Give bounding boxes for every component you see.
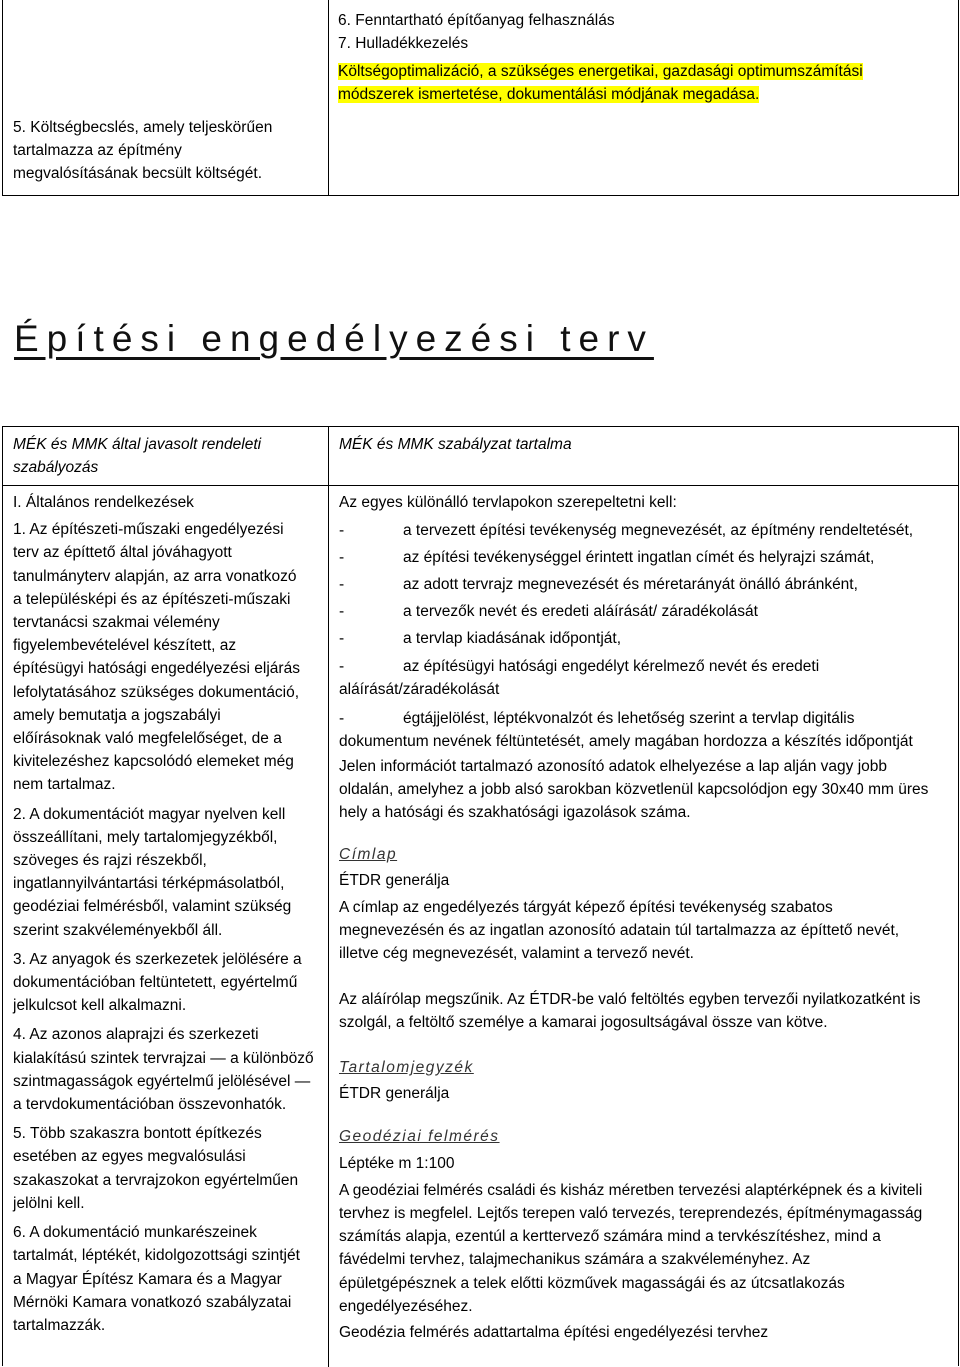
requirement-item: - a tervezők nevét és eredeti aláírását/ záradékolását xyxy=(339,603,758,621)
p1-line: nem tartalmaz. xyxy=(13,776,116,794)
requirement-item: - az építésügyi hatósági engedélyt kérelmező nevét és eredeti xyxy=(339,658,820,676)
requirement-item: - az adott tervrajz megnevezését és méretarányát önálló ábránként, xyxy=(339,576,858,594)
intro-text: Az egyes különálló tervlapokon szerepeltetni kell: xyxy=(339,494,677,511)
geodezia-heading: Geodéziai felmérés xyxy=(339,1128,500,1146)
p4-line: kialakítású szintek tervrajzai — a különböző xyxy=(13,1049,314,1067)
top-left-cell xyxy=(13,116,323,185)
tartalomjegyzek-heading: Tartalomjegyzék xyxy=(339,1059,474,1077)
p1-line: kivitelezéshez kapcsolódó elemeket még xyxy=(13,753,294,771)
p1-line: lefolytatásához szükséges dokumentáció, xyxy=(13,683,300,701)
p4-line: szintmagasságok egyértelmű jelölésével — xyxy=(13,1072,311,1090)
section-title: I. Általános rendelkezések xyxy=(13,494,194,511)
paragraph-2 xyxy=(13,803,325,942)
p1-line: a településképi és az építészeti-műszaki xyxy=(13,590,291,608)
paragraph-4 xyxy=(13,1023,325,1116)
p3-line: 3. Az anyagok és szerkezetek jelölésére a xyxy=(13,950,302,968)
top-table-divider xyxy=(328,0,329,195)
cimlap-line: A címlap az engedélyezés tárgyát képező építési tevékenység szabatos xyxy=(339,899,833,917)
page-title: Építési engedélyezési terv xyxy=(14,318,654,359)
p3-line: dokumentációban feltüntetett, egyértelmű xyxy=(13,974,298,992)
left-header-line-2: szabályozás xyxy=(13,459,99,476)
p4-line: 4. Az azonos alaprajzi és szerkezeti xyxy=(13,1026,259,1044)
left-column-body xyxy=(13,491,325,1337)
p2-line: összeállítani, mely tartalomjegyzékből, xyxy=(13,828,278,846)
tartalomjegyzek-sub: ÉTDR generálja xyxy=(339,1085,450,1103)
top-right-cell xyxy=(338,9,953,106)
info-line: hely a hatósági és szakhatósági igazolások száma. xyxy=(339,804,691,822)
p1-line: amely bemutatja a jogszabályi xyxy=(13,706,221,724)
p3-line: jelkulcsot kell alkalmazni. xyxy=(13,997,187,1015)
geodezia-line: épületgépésznek a telek előtti közművek magasságái és az útcsatlakozás xyxy=(339,1274,845,1292)
p6-line: a Magyar Építész Kamara és a Magyar xyxy=(13,1270,282,1288)
p1-line: 1. Az építészeti-műszaki engedélyezési xyxy=(13,521,284,539)
cimlap-heading: Címlap xyxy=(339,845,398,863)
geodezia-line: fávédelmi tervhez, talajmechanikus számára a szakvéleményhez. Az xyxy=(339,1251,811,1269)
requirement-text-cont: aláírását/záradékolását xyxy=(339,681,500,699)
p1-line: építésügyi hatósági engedélyezési eljárás xyxy=(13,660,300,678)
paragraph-1 xyxy=(13,518,325,796)
highlight-line-1: Költségoptimalizáció, a szükséges energetikai, gazdasági optimumszámítási xyxy=(338,63,863,80)
highlight-line-2: módszerek ismertetése, dokumentálási módjának megadása. xyxy=(338,86,760,103)
p1-line: terv az építtető által jóváhagyott xyxy=(13,544,232,562)
geodezia-line: számítás alapja, ezentúl a kerttervező számára mind a tervkészítéshez, mind a xyxy=(339,1228,881,1246)
p5-line: esetében az egyes megvalósulási xyxy=(13,1148,246,1166)
cost-estimate-line-1: 5. Költségbecslés, amely teljeskörűen xyxy=(13,119,273,136)
p4-line: a tervdokumentációban összevonhatók. xyxy=(13,1096,287,1114)
p2-line: szerint szakvéleményekből áll. xyxy=(13,921,223,939)
requirement-item: - az építési tevékenységgel érintett ingatlan címét és helyrajzi számát, xyxy=(339,549,875,567)
requirement-text: a tervlap kiadásának időpontját, xyxy=(403,630,622,648)
p6-line: tartalmazzák. xyxy=(13,1316,106,1334)
cimlap-line: Az aláírólap megszűnik. Az ÉTDR-be való feltöltés egyben tervezői nyilatkozatként is xyxy=(339,990,921,1008)
p2-line: 2. A dokumentációt magyar nyelven kell xyxy=(13,805,286,823)
cimlap-line: illetve cég megnevezését, valamint a tervező nevét. xyxy=(339,945,694,963)
list-item-6: 6. Fenntartható építőanyag felhasználás xyxy=(338,12,615,29)
requirement-text: égtájjelölést, léptékvonalzót és lehetőség szerint a tervlap digitális xyxy=(403,709,855,727)
main-table-header-line xyxy=(3,485,958,486)
p6-line: tartalmát, léptékét, kidolgozottsági szintjét xyxy=(13,1247,300,1265)
cimlap-line: megnevezésén és az ingatlan azonosító adatain túl tartalmazza az építtető nevét, xyxy=(339,922,900,940)
paragraph-6 xyxy=(13,1221,325,1337)
cimlap-sub: ÉTDR generálja xyxy=(339,871,450,889)
p2-line: geodéziai felmérésből, valamint szükség xyxy=(13,898,292,916)
requirement-item: - a tervlap kiadásának időpontját, xyxy=(339,630,622,648)
right-header-text: MÉK és MMK szabályzat tartalma xyxy=(339,436,572,453)
geodezia-line: engedélyezéséhez. xyxy=(339,1297,473,1315)
p1-line: tanulmányterv alapján, az arra vonatkozó xyxy=(13,567,297,585)
info-line: Jelen információt tartalmazó azonosító adatok elhelyezése a lap alján vagy jobb xyxy=(339,758,887,776)
right-column-body xyxy=(339,491,955,1344)
requirement-item: - égtájjelölést, léptékvonalzót és lehetőség szerint a tervlap digitális xyxy=(339,709,855,727)
geodezia-scale: Léptéke m 1:100 xyxy=(339,1154,455,1172)
geodezia-last: Geodézia felmérés adattartalma építési engedélyezési tervhez xyxy=(339,1324,769,1342)
top-table xyxy=(2,0,959,196)
main-table xyxy=(2,426,959,1366)
requirement-text: az építési tevékenységgel érintett ingatlan címét és helyrajzi számát, xyxy=(403,549,875,567)
p1-line: tervtanácsi szakmai vélemény xyxy=(13,614,220,632)
cost-estimate-line-3: megvalósításának becsült költségét. xyxy=(13,165,262,182)
requirement-text: a tervezők nevét és eredeti aláírását/ záradékolását xyxy=(403,603,758,621)
requirement-text: az építésügyi hatósági engedélyt kérelmező nevét és eredeti xyxy=(403,658,820,676)
p5-line: szakaszokat a tervrajzokon egyértelműen xyxy=(13,1171,299,1189)
geodezia-line: A geodéziai felmérés családi és kisház méretben tervezési alaptérképnek és a kiviteli xyxy=(339,1181,923,1199)
left-column-header xyxy=(13,433,323,479)
geodezia-line: tervhez is megfelel. Lejtős terepen való tervezés, tereprendezés, építménymagasság xyxy=(339,1205,923,1223)
p6-line: 6. A dokumentáció munkarészeinek xyxy=(13,1224,257,1242)
p5-line: 5. Több szakaszra bontott építkezés xyxy=(13,1125,262,1143)
requirement-text-cont: dokumentum nevének féltüntetését, amely magában hordozza a készítés időpontját xyxy=(339,732,913,750)
info-line: oldalán, amelyhez a jobb alsó sarokban közvetlenül kapcsolódjon egy 30x40 mm üres xyxy=(339,781,929,799)
p1-line: előírásoknak való megfelelőséget, de a xyxy=(13,730,282,748)
p2-line: szöveges és rajzi részekből, xyxy=(13,852,207,870)
requirement-item: - a tervezett építési tevékenység megnevezését, az építmény rendeltetését, xyxy=(339,522,914,540)
cost-estimate-line-2: tartalmazza az építmény xyxy=(13,142,182,159)
cimlap-line: szolgál, a feltöltő személye a kamarai jogosultságával össze van kötve. xyxy=(339,1013,828,1031)
paragraph-5 xyxy=(13,1122,325,1215)
p5-line: jelölni kell. xyxy=(13,1194,85,1212)
p1-line: figyelembevételével készített, az xyxy=(13,637,237,655)
list-item-7: 7. Hulladékkezelés xyxy=(338,35,469,52)
paragraph-3 xyxy=(13,948,325,1018)
left-header-line-1: MÉK és MMK által javasolt rendeleti xyxy=(13,436,262,453)
p6-line: Mérnöki Kamara vonatkozó szabályzatai xyxy=(13,1293,292,1311)
main-table-divider xyxy=(328,427,329,1367)
requirement-text: az adott tervrajz megnevezését és méretarányát önálló ábránként, xyxy=(403,576,858,594)
requirement-text: a tervezett építési tevékenység megnevezését, az építmény rendeltetését, xyxy=(403,522,914,540)
p2-line: ingatlannyilvántartási térképmásolatból, xyxy=(13,875,285,893)
right-column-header xyxy=(339,433,949,456)
